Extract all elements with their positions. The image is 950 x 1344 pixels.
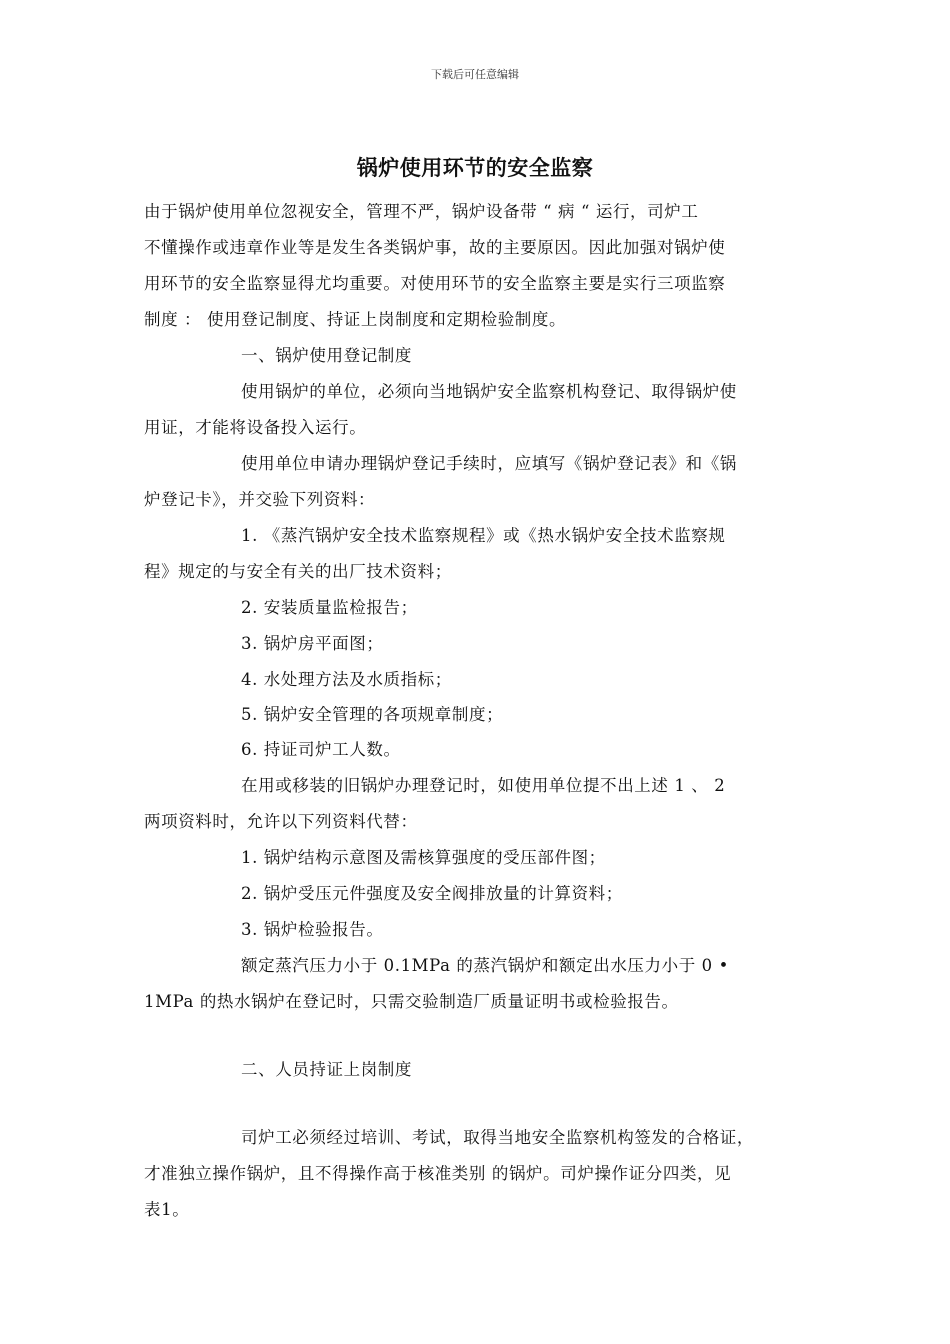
list-item-1-line-2: 程》规定的与安全有关的出厂技术资料；	[144, 562, 452, 581]
paragraph-old-boiler-line-2: 两项资料时，允许以下列资料代替：	[144, 812, 418, 831]
page-header-note: 下载后可任意编辑	[431, 68, 519, 81]
paragraph-intro-line-2: 不懂操作或违章作业等是发生各类锅炉事，故的主要原因。因此加强对锅炉使	[144, 238, 726, 257]
paragraph-registration-line-2: 用证，才能将设备投入运行。	[144, 418, 367, 437]
paragraph-pressure-line-1: 额定蒸汽压力小于 0.1MPa 的蒸汽锅炉和额定出水压力小于 0 •	[241, 956, 729, 975]
paragraph-registration-line-1: 使用锅炉的单位，必须向当地锅炉安全监察机构登记、取得锅炉使	[241, 382, 737, 401]
substitute-item-2: 2. 锅炉受压元件强度及安全阀排放量的计算资料；	[241, 884, 623, 903]
paragraph-intro-line-4: 制度 ： 使用登记制度、持证上岗制度和定期检验制度。	[144, 310, 567, 329]
substitute-item-3: 3. 锅炉检验报告。	[241, 920, 384, 939]
paragraph-intro-line-3: 用环节的安全监察显得尤均重要。对使用环节的安全监察主要是实行三项监察	[144, 274, 726, 293]
section-heading-certification: 二、人员持证上岗制度	[241, 1060, 412, 1079]
section-heading-registration: 一、锅炉使用登记制度	[241, 346, 412, 365]
paragraph-certification-line-2: 才准独立操作锅炉，且不得操作高于核准类别 的锅炉。司炉操作证分四类，见	[144, 1164, 732, 1183]
list-item-1-line-1: 1. 《蒸汽锅炉安全技术监察规程》或《热水锅炉安全技术监察规	[241, 526, 726, 545]
list-item-6: 6. 持证司炉工人数。	[241, 740, 401, 759]
paragraph-application-line-1: 使用单位申请办理锅炉登记手续时，应填写《锅炉登记表》和《锅	[241, 454, 737, 473]
list-item-5: 5. 锅炉安全管理的各项规章制度；	[241, 705, 504, 724]
list-item-4: 4. 水处理方法及水质指标；	[241, 670, 452, 689]
paragraph-intro-line-1: 由于锅炉使用单位忽视安全，管理不严，锅炉设备带 “ 病 “ 运行，司炉工	[144, 202, 699, 221]
paragraph-old-boiler-line-1: 在用或移装的旧锅炉办理登记时，如使用单位提不出上述 1 、 2	[241, 776, 726, 795]
substitute-item-1: 1. 锅炉结构示意图及需核算强度的受压部件图；	[241, 848, 606, 867]
document-title: 锅炉使用环节的安全监察	[356, 156, 594, 180]
paragraph-pressure-line-2: 1MPa 的热水锅炉在登记时，只需交验制造厂质量证明书或检验报告。	[144, 992, 679, 1011]
list-item-2: 2. 安装质量监检报告；	[241, 598, 418, 617]
paragraph-certification-line-3: 表1。	[144, 1200, 190, 1219]
paragraph-certification-line-1: 司炉工必须经过培训、考试，取得当地安全监察机构签发的合格证，	[241, 1128, 754, 1147]
list-item-3: 3. 锅炉房平面图；	[241, 634, 384, 653]
paragraph-application-line-2: 炉登记卡》，并交验下列资料：	[144, 490, 376, 509]
